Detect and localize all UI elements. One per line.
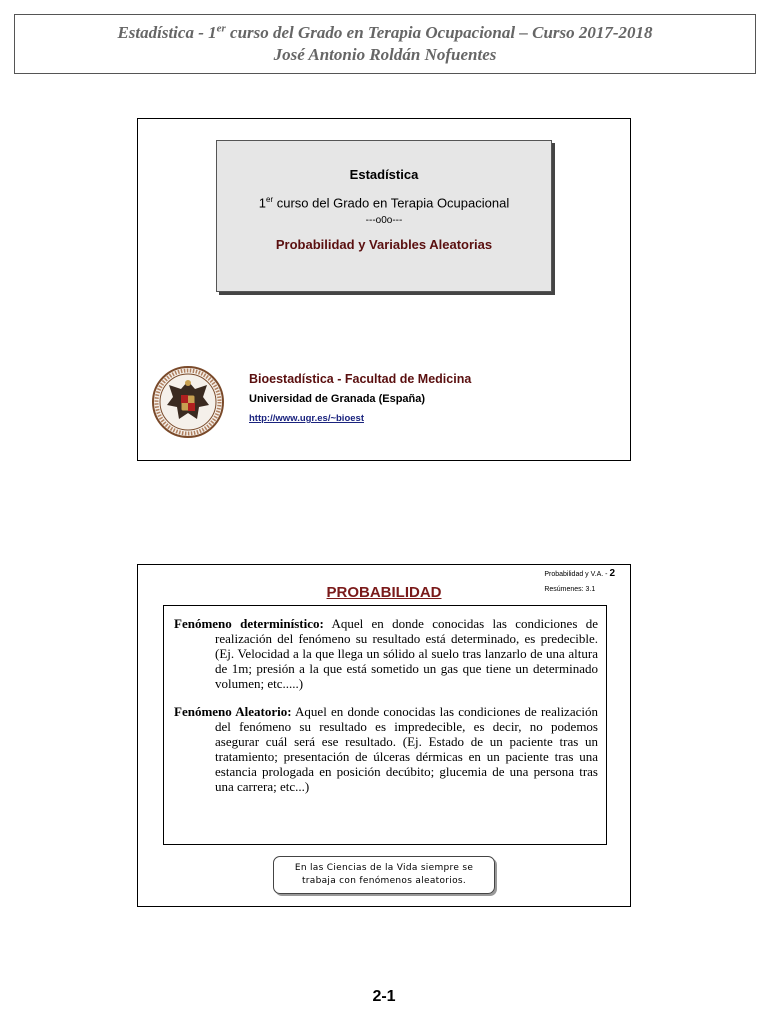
- university-name: Universidad de Granada (España): [249, 393, 426, 405]
- definitions-box: [163, 605, 607, 845]
- slide-number: 2: [609, 568, 615, 579]
- course-name: 1er curso del Grado en Terapia Ocupacional: [258, 195, 510, 211]
- website-link[interactable]: http://www.ugr.es/~bioest: [249, 413, 364, 424]
- slide-ref-line: Probabilidad y V.A. - 2: [544, 568, 615, 579]
- subject-title: Estadística: [349, 167, 419, 182]
- note-callout: [273, 856, 495, 894]
- summary-ref: Resúmenes: 3.1: [544, 586, 596, 593]
- title-box: [216, 140, 552, 292]
- definition-random: Fenómeno Aleatorio: Aquel en donde conocidas las condiciones de realización del fenómeno su resultado es impredecible, es decir, no podemos asegurar cuál será ese resultado. (Ej. Estado de un paciente tras un tratamiento; presentación de úlceras dérmicas en un paciente tras una estancia prologada en posición decúbito; glucemia de una persona tras una carrera; etc...): [174, 704, 598, 794]
- note-line-1: En las Ciencias de la Vida siempre se: [294, 863, 474, 873]
- page-number: 2-1: [372, 988, 396, 1005]
- institution-block: [249, 372, 471, 424]
- slide-title-text: PROBABILIDAD: [326, 584, 442, 601]
- definition-deterministic: Fenómeno determinístico: Aquel en donde conocidas las condiciones de realización del fenómeno su resultado está determinado, es predecible. (Ej. Velocidad a la que llega un sólido al suelo tras lanzarlo de una altura de 1m; presión a la que está sometido un gas que tiene un determinado volumen; etc.....): [174, 616, 598, 691]
- separator: ---o0o---: [365, 215, 403, 227]
- university-seal-icon: [151, 365, 225, 439]
- slide-title: [137, 118, 631, 461]
- topic-title: Probabilidad y Variables Aleatorias: [275, 237, 493, 253]
- note-line-2: trabaja con fenómenos aleatorios.: [301, 876, 467, 886]
- header-line-2: José Antonio Roldán Nofuentes: [273, 45, 497, 64]
- slide-probability: [137, 564, 631, 907]
- header-line-1: Estadística - 1er curso del Grado en Terapia Ocupacional – Curso 2017-2018: [117, 22, 653, 42]
- department-name: Bioestadística - Facultad de Medicina: [249, 372, 472, 386]
- document-header: [14, 14, 756, 74]
